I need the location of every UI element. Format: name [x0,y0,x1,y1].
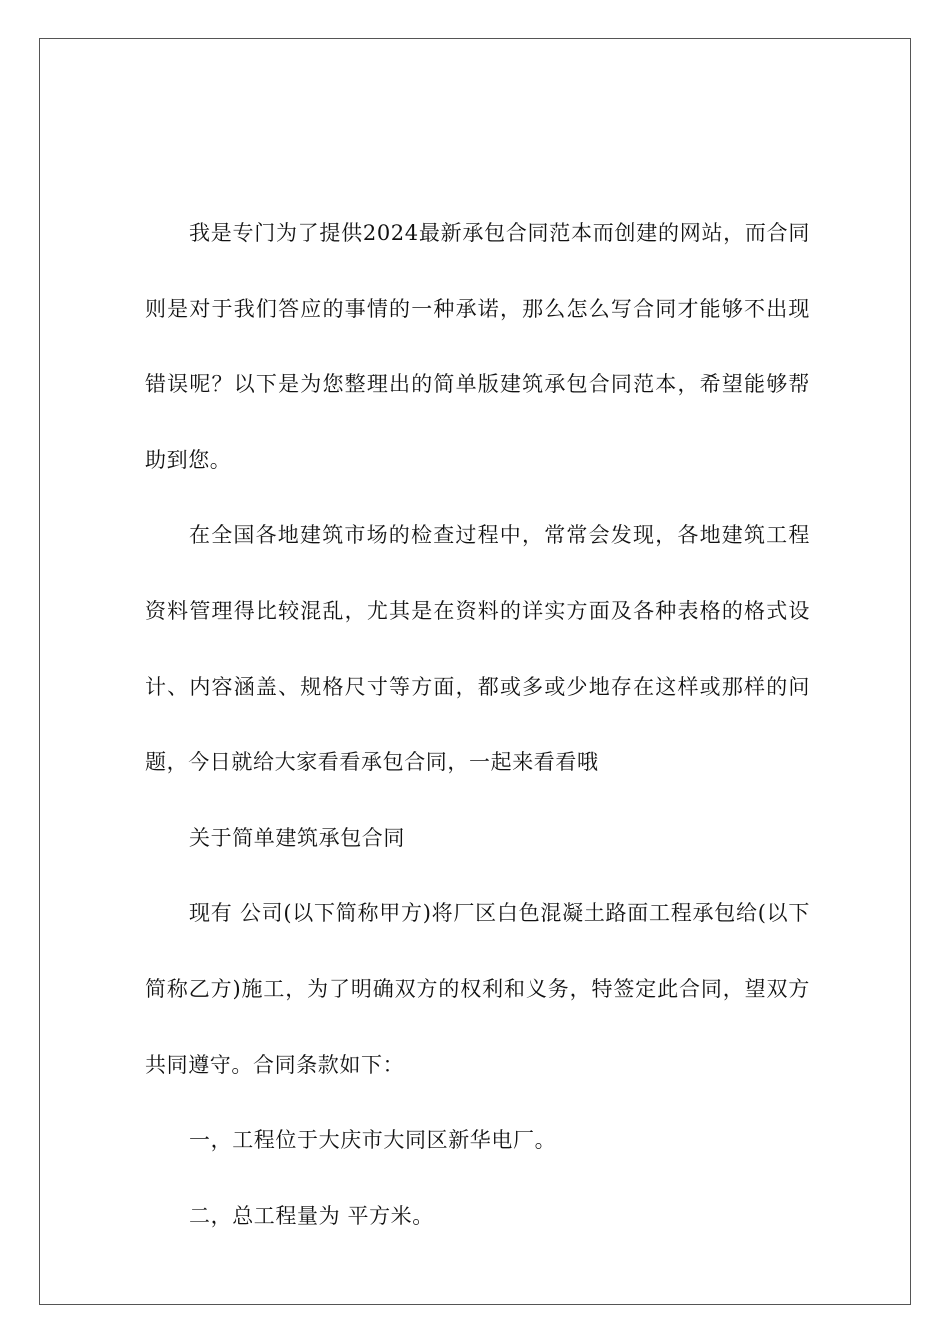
context-paragraph: 在全国各地建筑市场的检查过程中，常常会发现，各地建筑工程资料管理得比较混乱，尤其是在资料的详实方面及各种表格的格式设计、内容涵盖、规格尺寸等方面，都或多或少地存在这样或那样的问题，今日就给大家看看承包合同，一起来看看哦 [145,523,810,775]
document-body [145,196,810,1254]
intro-paragraph: 我是专门为了提供2024最新承包合同范本而创建的网站，而合同则是对于我们答应的事情的一种承诺，那么怎么写合同才能够不出现错误呢？以下是为您整理出的简单版建筑承包合同范本，希望能够帮助到您。 [145,221,810,472]
clause-1: 一，工程位于大庆市大同区新华电厂。 [189,1128,557,1153]
clause-2: 二，总工程量为 平方米。 [189,1203,434,1228]
contract-preamble: 现有 公司(以下简称甲方)将厂区白色混凝土路面工程承包给(以下简称乙方)施工，为了明确双方的权利和义务，特签定此合同，望双方共同遵守。合同条款如下： [145,901,810,1077]
contract-heading: 关于简单建筑承包合同 [189,825,405,850]
